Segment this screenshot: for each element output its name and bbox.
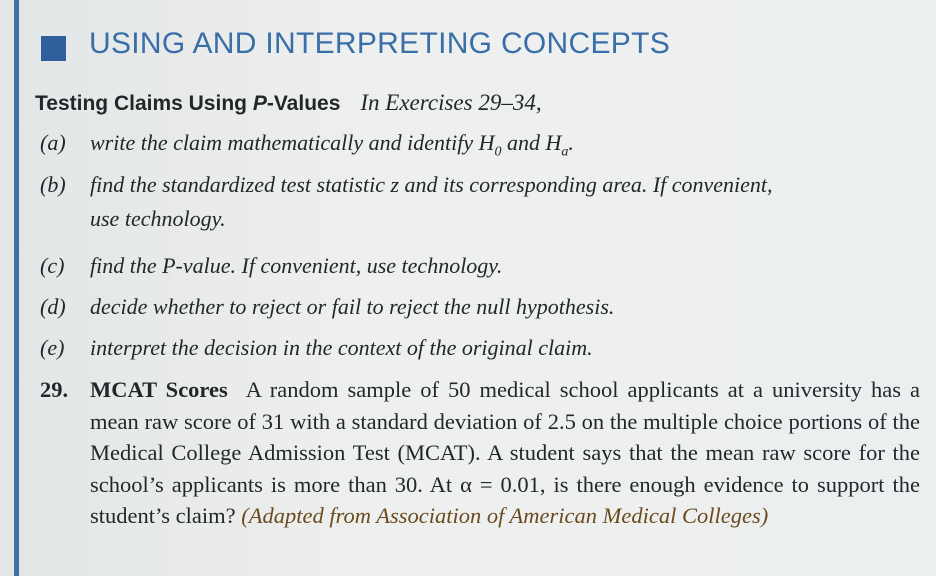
- exercise-number: 29.: [40, 377, 69, 402]
- instruction-label: (d): [40, 294, 66, 319]
- ha-subscript: a: [561, 144, 569, 160]
- exercise-body: [90, 374, 920, 532]
- ha-symbol: H: [545, 130, 562, 155]
- instruction-text: find the P-value. If convenient, use technology.: [90, 253, 503, 278]
- exercise-29: [40, 374, 920, 532]
- h0-subscript: 0: [494, 144, 502, 160]
- instruction-text: decide whether to reject or fail to reject the null hypothesis.: [90, 294, 615, 319]
- instruction-label: (e): [40, 335, 65, 360]
- h0-symbol: H: [478, 130, 495, 155]
- instruction-c: [40, 253, 502, 279]
- exercise-source: (Adapted from Association of American Medical Colleges): [241, 503, 769, 528]
- exercise-title: MCAT Scores: [90, 377, 228, 402]
- exercise-text: A random sample of 50 medical school applicants at a university has a mean raw score of 31 with a standard deviation of 2.5 on the multiple choice portions of the Medical College Admission Test (MCAT). A student says that the mean raw score for the school’s applicants is more than 30. At α = 0.01, is there enough evidence to support the student’s claim?: [90, 377, 920, 528]
- margin-rule: [14, 0, 19, 576]
- instruction-end: .: [568, 130, 574, 155]
- instruction-e: [40, 335, 593, 361]
- section-square-icon: [41, 36, 66, 61]
- subsection-lead: In Exercises 29–34,: [360, 90, 542, 115]
- subsection-title-suffix: -Values: [266, 92, 341, 115]
- subsection-title-prefix: Testing Claims Using: [35, 92, 253, 115]
- subsection-heading: [35, 90, 542, 116]
- instruction-b: [40, 172, 773, 198]
- instruction-text: write the claim mathematically and identify: [90, 130, 479, 155]
- instruction-text: find the standardized test statistic z and its corresponding area. If convenient,: [90, 172, 773, 197]
- instruction-label: (c): [40, 253, 65, 278]
- instruction-a: [40, 130, 574, 160]
- instruction-label: (a): [40, 130, 66, 155]
- instruction-label: (b): [40, 172, 66, 197]
- instruction-b-continued: use technology.: [90, 206, 226, 231]
- instruction-text: interpret the decision in the context of the original claim.: [90, 335, 593, 360]
- subsection-title-p: P: [252, 92, 267, 115]
- section-heading: USING AND INTERPRETING CONCEPTS: [89, 27, 671, 60]
- instruction-d: [40, 294, 614, 320]
- instruction-and: and: [501, 130, 546, 155]
